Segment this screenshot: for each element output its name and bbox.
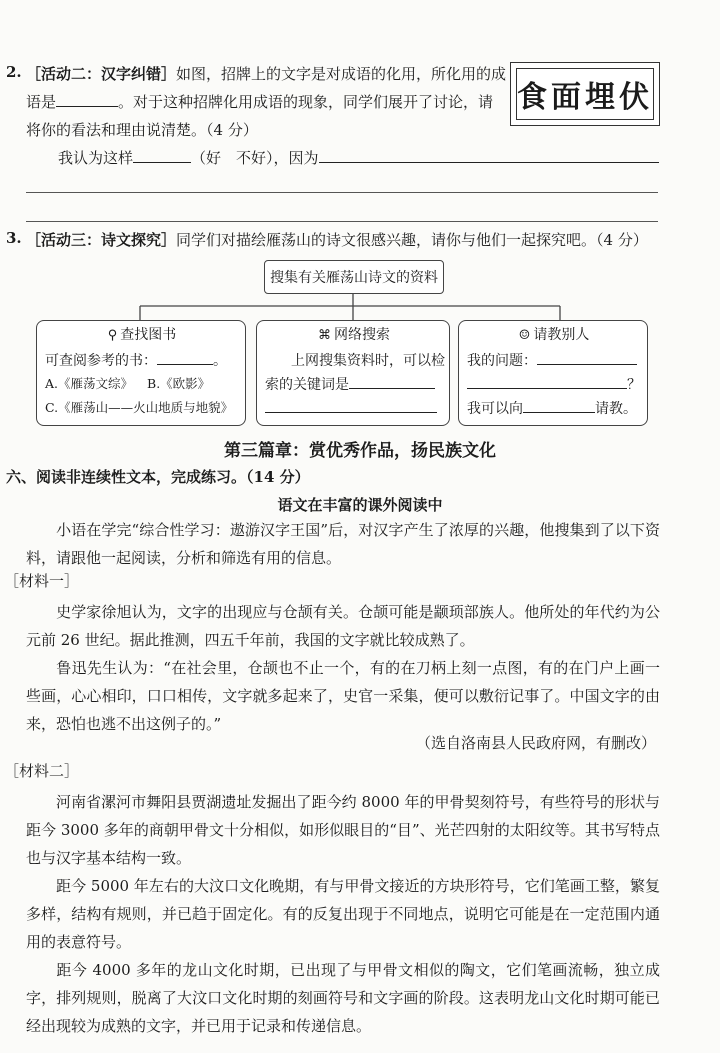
- q2-answer-b: （好 不好），因为: [191, 149, 319, 167]
- box2-title: 网络搜索: [334, 327, 390, 343]
- m2-p2-text: 距今 5000 年左右的大汶口文化晚期，有与甲骨文接近的方块形符号，它们笔画工整，繁复多样，结构有规则，并已趋于固定化。有的反复出现于不同地点，说明它可能是在一定范围内通用的表意符号。: [26, 877, 660, 951]
- material-1-tag: ［材料一］: [4, 572, 80, 590]
- question-blank[interactable]: [537, 350, 637, 365]
- box3-line2: [467, 374, 641, 394]
- q2-answer-a: 我认为这样: [58, 149, 134, 167]
- chapter-title: 第三篇章：赏优秀作品，扬民族文化: [224, 441, 496, 461]
- box3-line3: [467, 398, 641, 418]
- q2-number: 2.: [6, 63, 22, 81]
- reading-title: 语文在丰富的课外阅读中: [277, 496, 443, 514]
- box1-option-c: C.《雁荡山——火山地质与地貌》: [45, 400, 234, 415]
- box2-line3: [265, 398, 443, 417]
- q2-line1-text: 如图，招牌上的文字是对成语的化用，所化用的成: [176, 65, 507, 83]
- q2-tag: ［活动二：汉字纠错］: [26, 65, 177, 83]
- box-ask-others: [458, 320, 648, 426]
- box3-title: 请教别人: [533, 327, 590, 343]
- m2-p1-text: 河南省漯河市舞阳县贾湖遗址发掘出了距今约 8000 年的甲骨契刻符号，有些符号的形状与距今 3000 多年的商朝甲骨文十分相似，如形似眼目的“目”、光芒四射的太阳纹等。其书写特点也与汉字基本结构一致。: [26, 793, 660, 867]
- material-2-p1: [26, 788, 660, 872]
- box2-title-row: [265, 324, 443, 344]
- box3-line1: [467, 350, 641, 370]
- material-2-p2: [26, 872, 660, 956]
- box1-l1a: 可查阅参考的书：: [45, 353, 157, 369]
- person-icon: ☺: [518, 328, 531, 343]
- box-find-books: [36, 320, 246, 426]
- box1-option-b: B.《欧影》: [147, 376, 211, 391]
- box3-l3b: 请教。: [595, 401, 637, 417]
- box-web-search: [256, 320, 450, 426]
- box2-line1: 上网搜集资料时，可以检: [291, 353, 445, 369]
- question-blank-2[interactable]: [467, 374, 627, 389]
- keyword-blank[interactable]: [349, 374, 435, 389]
- m2-p3-text: 距今 4000 多年的龙山文化时期，已出现了与甲骨文相似的陶文，它们笔画流畅，独立成字，排列规则，脱离了大汶口文化时期的刻画符号和文字画的阶段。这表明龙山文化时期可能已经出现较为成熟的文字，并已用于记录和传递信息。: [26, 961, 660, 1035]
- book-blank[interactable]: [157, 350, 213, 365]
- material-2-p3: [26, 956, 660, 1040]
- material-2-tag: ［材料二］: [4, 762, 80, 780]
- box1-options-ab: [45, 374, 239, 392]
- box1-line1: [45, 350, 239, 370]
- box1-l1b: 。: [213, 353, 227, 369]
- m1-p1-text: 史学家徐旭认为，文字的出现应与仓颉有关。仓颉可能是颛顼部族人。他所处的年代约为公元前 26 世纪。据此推测，四五千年前，我国的文字就比较成熟了。: [26, 603, 660, 649]
- keyword-blank-2[interactable]: [265, 398, 437, 413]
- box3-l3a: 我可以向: [467, 401, 523, 417]
- person-blank[interactable]: [523, 398, 595, 413]
- diagram-root-label: 搜集有关雁荡山诗文的资料: [270, 270, 438, 286]
- q3-tag: ［活动三：诗文探究］: [26, 231, 177, 249]
- box2-l2: 索的关键词是: [265, 377, 349, 393]
- q2-line2-a: 语是: [26, 93, 57, 111]
- material-1-p1: [26, 598, 660, 654]
- q3-number: 3.: [6, 229, 22, 247]
- box1-title: 查找图书: [120, 327, 177, 343]
- wifi-icon: ⌘: [318, 328, 331, 343]
- search-icon: ⚲: [107, 328, 118, 343]
- intro-paragraph: [26, 516, 660, 572]
- section-heading: 六、阅读非连续性文本，完成练习。（14 分）: [6, 468, 310, 486]
- box3-title-row: [467, 324, 641, 344]
- signboard-text: 食面埋伏: [516, 68, 654, 120]
- q2-line3: 将你的看法和理由说清楚。（4 分）: [26, 121, 258, 139]
- q2-line2-b: 。对于这种招牌化用成语的现象，同学们展开了讨论，请: [118, 93, 494, 111]
- box3-l2: ？: [627, 377, 641, 393]
- q3-text: 同学们对描绘雁荡山的诗文很感兴趣，请你与他们一起探究吧。（4 分）: [176, 231, 648, 249]
- box1-option-a: A.《雁荡文综》: [45, 376, 134, 391]
- intro-text: 小语在学完“综合性学习：遨游汉字王国”后，对汉字产生了浓厚的兴趣，他搜集到了以下资料，请跟他一起阅读，分析和筛选有用的信息。: [26, 521, 660, 567]
- box3-l1: 我的问题：: [467, 353, 537, 369]
- material-1-p2: [26, 654, 660, 738]
- box2-line2: [265, 374, 443, 394]
- material-1-source: （选自洛南县人民政府网，有删改）: [415, 734, 656, 752]
- diagram-connectors: [0, 0, 720, 330]
- m1-p2-text: 鲁迅先生认为：“在社会里，仓颉也不止一个，有的在刀柄上刻一点图，有的在门户上画一些画，心心相印，口口相传，文字就多起来了，史官一采集，便可以敷衍记事了。中国文字的由来，恐怕也逃不出这例子的。”: [26, 659, 660, 733]
- box1-title-row: [45, 324, 239, 344]
